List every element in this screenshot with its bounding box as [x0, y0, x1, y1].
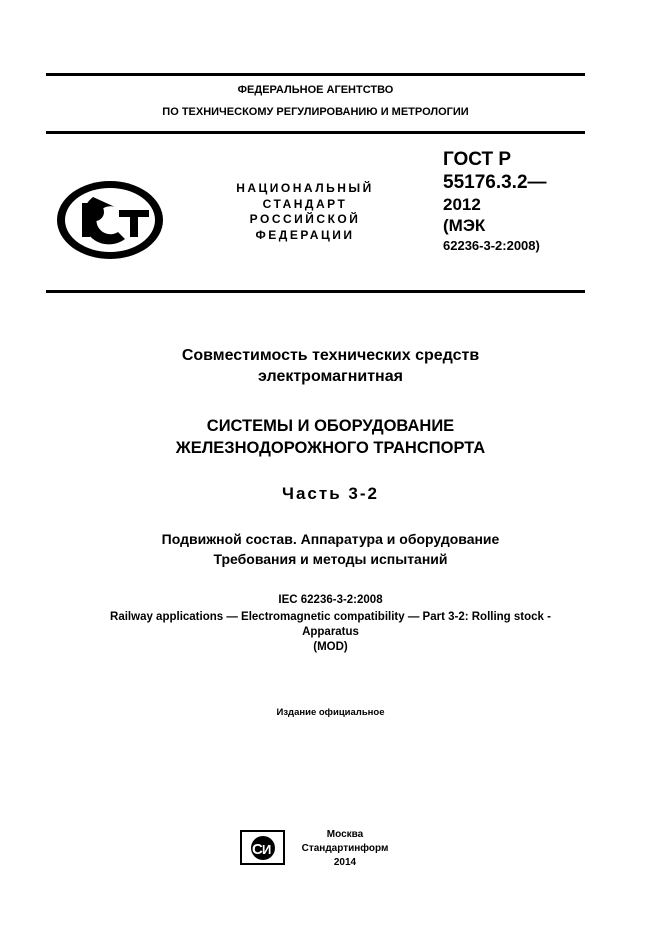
national-standard-line-1: НАЦИОНАЛЬНЫЙ [236, 181, 374, 195]
standartinform-logo-icon [240, 830, 285, 870]
publisher-year: 2014 [333, 857, 357, 868]
header-rule [46, 131, 585, 134]
title-line-1: Совместимость технических средств [181, 347, 480, 364]
national-standard-label [205, 181, 405, 243]
edition-label: Издание официальное [276, 707, 385, 718]
subtitle-line-2: Требования и методы испытаний [213, 551, 448, 567]
iec-ref: IEC 62236-3-2:2008 [278, 594, 383, 606]
iec-english-line-1: Railway applications — Electromagnetic compatibility — Part 3-2: Rolling stock - [110, 611, 551, 623]
standard-designation [443, 148, 547, 255]
national-standard-line-2: СТАНДАРТ [262, 196, 348, 211]
designation-number: 55176.3.2— [443, 172, 547, 193]
rst-logo-icon [55, 179, 165, 266]
top-rule [46, 73, 585, 76]
national-standard-line-4: ФЕДЕРАЦИИ [255, 227, 355, 242]
title-main-line-1: СИСТЕМЫ И ОБОРУДОВАНИЕ [206, 417, 455, 435]
agency-line-2: ПО ТЕХНИЧЕСКОМУ РЕГУЛИРОВАНИЮ И МЕТРОЛОГИИ [162, 106, 469, 118]
publisher-name: Стандартинформ [301, 843, 389, 854]
title-rule [46, 290, 585, 293]
national-standard-line-3: РОССИЙСКОЙ [249, 212, 361, 226]
title-main [0, 415, 661, 459]
iec-mod: (MOD) [313, 641, 348, 653]
designation-year: 2012 [443, 195, 481, 214]
publisher-city: Москва [326, 829, 364, 840]
svg-text:С: С [252, 841, 263, 858]
agency-name [46, 81, 585, 122]
designation-iec-number: 62236-3-2:2008) [443, 238, 540, 253]
title-line-2: электромагнитная [258, 368, 403, 385]
designation-iec-prefix: (МЭК [443, 216, 486, 235]
title-main-line-2: ЖЕЛЕЗНОДОРОЖНОГО ТРАНСПОРТА [175, 439, 486, 457]
part-number: Часть 3-2 [282, 484, 379, 503]
title-general [0, 345, 661, 387]
svg-text:И: И [262, 842, 272, 857]
publisher-info [293, 828, 397, 870]
agency-line-1: ФЕДЕРАЛЬНОЕ АГЕНТСТВО [237, 84, 394, 96]
iec-reference [0, 593, 661, 655]
subtitle [0, 529, 661, 569]
subtitle-line-1: Подвижной состав. Аппаратура и оборудование [161, 531, 500, 547]
designation-gost: ГОСТ Р [443, 149, 512, 170]
iec-english-line-2: Apparatus [302, 626, 359, 638]
